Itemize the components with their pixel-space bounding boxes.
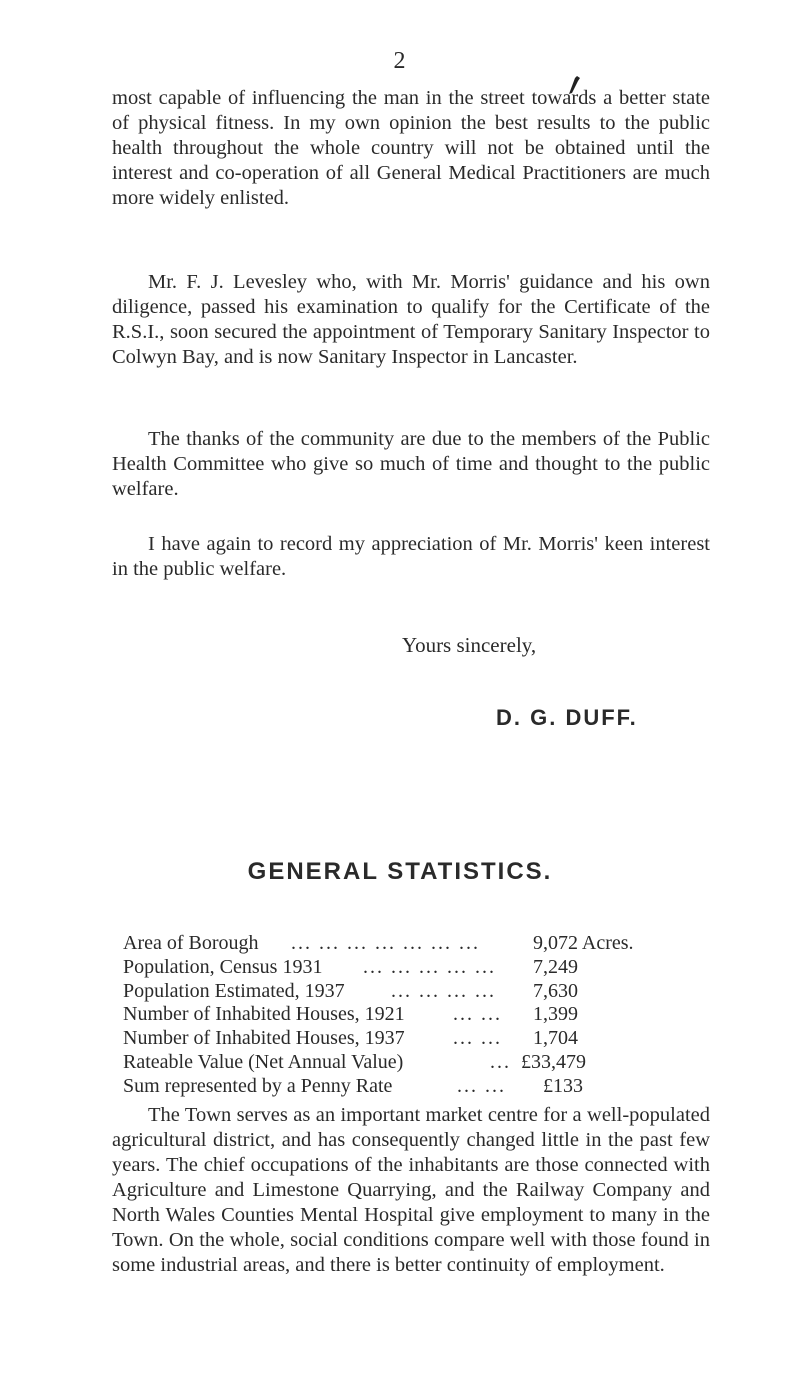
stat-row-penny-rate: [123, 1075, 728, 1099]
stat-row-area: [123, 932, 728, 956]
paragraph-appreciation: I have again to record my appreciation of Mr. Morris' keen interest in the public welfare.: [112, 533, 710, 580]
stat-label: Population, Census 1931: [123, 955, 323, 978]
paragraph-thanks: The thanks of the community are due to the members of the Public Health Committee who give so much of time and thought to the public welfare.: [112, 428, 710, 500]
leader-dots: ... ... ... ...: [391, 979, 496, 1002]
stat-value: 1,399: [533, 1003, 578, 1026]
statistics-table: [123, 932, 728, 1099]
stat-row-houses-1937: [123, 1027, 728, 1051]
leader-dots: ...: [490, 1050, 511, 1073]
stat-row-houses-1921: [123, 1003, 728, 1027]
leader-dots: ... ...: [453, 1003, 502, 1026]
stat-value: 7,630: [533, 979, 578, 1002]
section-heading: GENERAL STATISTICS.: [247, 858, 553, 885]
leader-dots: ... ...: [457, 1074, 506, 1097]
paragraph-intro: most capable of influencing the man in the street towards a better state of physical fitness. In my own opinion the best results to the public health throughout the whole country will not be obtained until the interest and co-operation of all General Medical Practitioners are much more widely enlisted.: [112, 87, 710, 209]
stat-row-estimated: [123, 980, 728, 1004]
leader-dots: ... ... ... ... ... ... ...: [291, 932, 480, 954]
stat-label: Number of Inhabited Houses, 1921: [123, 1003, 405, 1026]
stat-row-census: [123, 956, 728, 980]
stat-row-rateable-value: [123, 1051, 728, 1075]
stat-value: 9,072 Acres.: [533, 932, 634, 954]
stat-label: Number of Inhabited Houses, 1937: [123, 1027, 405, 1050]
stat-value: 7,249: [533, 955, 578, 978]
page-number: 2: [393, 48, 407, 74]
paragraph-town-description: The Town serves as an important market centre for a well-populated agricultural district, and has consequently changed little in the past few years. The chief occupations of the inhabitants are those connected with Agriculture and Limestone Quarrying, and the Railway Company and North Wales Counties Mental Hospital give employment to many in the Town. On the whole, social conditions compare well with those found in some industrial areas, and there is better continuity of employment.: [112, 1104, 710, 1276]
closing-salutation: Yours sincerely,: [402, 633, 537, 657]
stat-value: £133: [543, 1074, 583, 1097]
stat-label: Sum represented by a Penny Rate: [123, 1074, 393, 1097]
signature: D. G. DUFF.: [496, 705, 638, 730]
stat-value: £33,479: [521, 1050, 586, 1073]
stat-value: 1,704: [533, 1027, 578, 1050]
paragraph-levesley: Mr. F. J. Levesley who, with Mr. Morris' guidance and his own diligence, passed his examination to qualify for the Certificate of the R.S.I., soon secured the appointment of Temporary Sanitary Inspector to Colwyn Bay, and is now Sanitary Inspector in Lancaster.: [112, 271, 710, 368]
stat-label: Area of Borough: [123, 932, 259, 954]
leader-dots: ... ...: [453, 1027, 502, 1050]
stat-label: Rateable Value (Net Annual Value): [123, 1050, 404, 1073]
leader-dots: ... ... ... ... ...: [363, 955, 496, 978]
stat-label: Population Estimated, 1937: [123, 979, 345, 1002]
